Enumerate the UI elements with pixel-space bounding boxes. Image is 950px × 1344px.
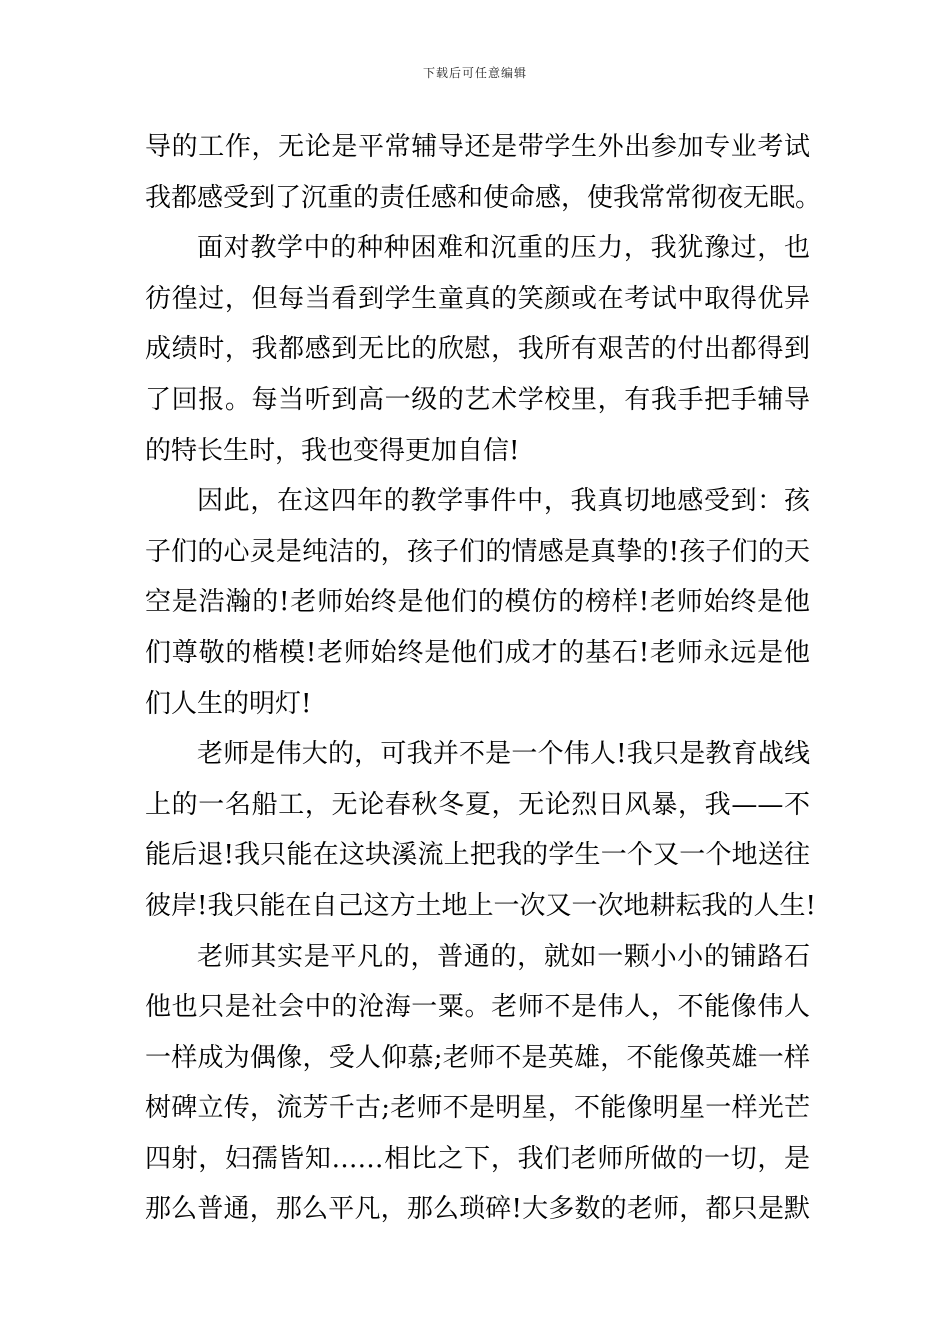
text-line: 成绩时，我都感到无比的欣慰，我所有艰苦的付出都得到	[145, 334, 810, 365]
text-line: 那么普通，那么平凡，那么琐碎!大多数的老师，都只是默	[145, 1194, 810, 1225]
text-line: 我都感受到了沉重的责任感和使命感，使我常常彻夜无眠。	[145, 182, 822, 213]
text-line: 彷徨过，但每当看到学生童真的笑颜或在考试中取得优异	[145, 283, 810, 314]
text-line: 的特长生时，我也变得更加自信!	[145, 435, 520, 466]
text-line: 因此，在这四年的教学事件中，我真切地感受到：孩	[197, 486, 810, 517]
text-line: 空是浩瀚的!老师始终是他们的模仿的榜样!老师始终是他	[145, 587, 810, 618]
document-body	[145, 122, 822, 1235]
text-line: 导的工作，无论是平常辅导还是带学生外出参加专业考试	[145, 132, 810, 162]
text-line: 能后退!我只能在这块溪流上把我的学生一个又一个地送往	[145, 840, 810, 871]
text-line: 了回报。每当听到高一级的艺术学校里，有我手把手辅导	[145, 384, 810, 415]
text-line: 树碑立传，流芳千古;老师不是明星，不能像明星一样光芒	[145, 1093, 810, 1124]
text-line: 面对教学中的种种困难和沉重的压力，我犹豫过，也	[197, 233, 810, 264]
text-line: 四射，妇孺皆知……相比之下，我们老师所做的一切，是	[145, 1143, 810, 1174]
text-line: 老师是伟大的，可我并不是一个伟人!我只是教育战线	[197, 739, 810, 770]
text-line: 上的一名船工，无论春秋冬夏，无论烈日风暴，我——不	[145, 789, 810, 820]
text-line: 他也只是社会中的沧海一粟。老师不是伟人，不能像伟人	[145, 992, 810, 1023]
text-line: 老师其实是平凡的，普通的，就如一颗小小的铺路石	[197, 941, 810, 972]
text-line: 子们的心灵是纯洁的，孩子们的情感是真挚的!孩子们的天	[145, 536, 810, 567]
page-header: 下载后可任意编辑	[422, 66, 527, 80]
text-line: 们尊敬的楷模!老师始终是他们成才的基石!老师永远是他	[145, 637, 810, 668]
text-line: 一样成为偶像，受人仰慕;老师不是英雄，不能像英雄一样	[145, 1042, 810, 1073]
text-line: 们人生的明灯!	[145, 688, 312, 719]
text-line: 彼岸!我只能在自己这方土地上一次又一次地耕耘我的人生!	[145, 890, 816, 921]
